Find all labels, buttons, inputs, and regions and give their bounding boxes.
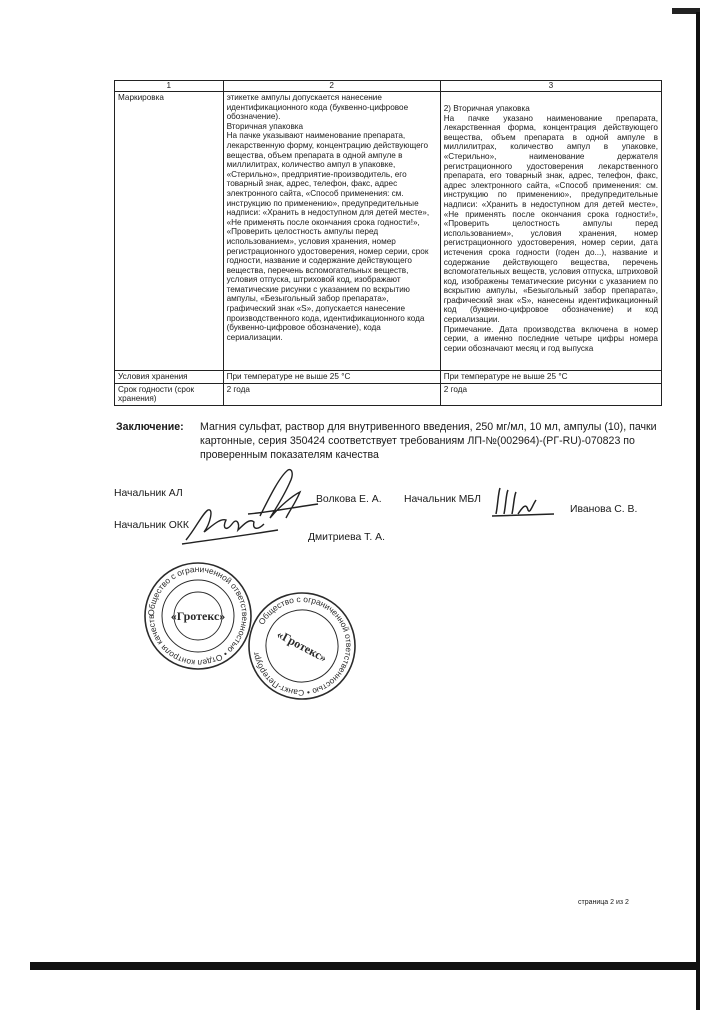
signature-ivanova	[488, 484, 558, 520]
head-okk-name: Дмитриева Т. А.	[308, 532, 385, 543]
row-label-storage: Условия хранения	[115, 371, 224, 384]
stamp1-ring-text: Общество с ограниченной ответственностью • Отдел контроля качества • Санкт-Петербург	[138, 552, 251, 669]
col-number-1: 1	[115, 81, 224, 92]
col-number-3: 3	[440, 81, 661, 92]
page-number: страница 2 из 2	[578, 899, 629, 906]
storage-col3: При температуре не выше 25 °С	[440, 371, 661, 384]
column-number-row	[115, 81, 662, 92]
table-row-marking	[115, 92, 662, 371]
table-row-storage	[115, 371, 662, 384]
scan-edge-bottom	[30, 962, 698, 970]
shelf-life-col3: 2 года	[440, 383, 661, 405]
table-row-shelf-life	[115, 383, 662, 405]
stamp1-center-text: «Гротекс»	[170, 609, 226, 623]
scan-edge-right	[696, 12, 700, 1010]
conclusion-label: Заключение:	[116, 421, 184, 433]
shelf-life-col2: 2 года	[223, 383, 440, 405]
head-mbl-title: Начальник МБЛ	[404, 494, 481, 505]
marking-col2	[223, 92, 440, 371]
stamp-grotex-qc	[138, 552, 254, 672]
signature-dmitrieva	[180, 500, 280, 550]
marking-col3-para-1: На пачке указано наименование препарата, лекарственная форма, концентрация действующего вещества, объем препарата в одной ампуле в миллилитрах, количество ампул в упаковке, «Стерильно», наименование держателя регистрационного удостоверения лекарственного препарата, его товарный знак, адрес, телефон, факс, адрес электронного сайта, «Способ применения: см. инструкцию по применению», предупредительные надписи: «Хранить в недоступном для детей месте», «Не применять после окончания срока годности!», «Проверить целостность ампулы перед использованием», условия хранения, номер регистрационного удостоверения, номер серии, дата истечения срока годности (годен до...), название и содержание действующего вещества, перечень вспомогательных веществ, условия отпуска, штриховой код, изображены тематические рисунки с указанием по вскрытию ампулы, «Безыгольный забор препарата», графический знак «S», нанесены идентификационный код (буквенно-цифровое обозначение) и код сериализации.	[443, 113, 658, 325]
head-al-name: Волкова Е. А.	[316, 494, 382, 505]
head-okk-title: Начальник ОКК	[114, 520, 189, 531]
marking-col3-note: Примечание. Дата производства включена в номер серии, а именно последние четыре цифры номера серии обозначают месяц и год выпуска	[443, 324, 658, 353]
marking-col3	[440, 92, 661, 371]
row-label-marking: Маркировка	[115, 92, 224, 371]
row-label-shelf-life: Срок годности (срок хранения)	[115, 383, 224, 405]
marking-col2-heading: Вторичная упаковка	[226, 121, 304, 131]
spec-table	[114, 80, 662, 406]
stamp2-ring-text: Общество с ограниченной ответственностью • Санкт-Петербург	[250, 593, 355, 699]
storage-col2: При температуре не выше 25 °С	[223, 371, 440, 384]
stamp-grotex	[246, 590, 358, 702]
head-al-title: Начальник АЛ	[114, 488, 183, 499]
marking-col2-para-2: На пачке указывают наименование препарата, лекарственную форму, концентрацию действующего вещества, объем препарата в одной ампуле в миллилитрах, количество ампул в упаковке, «Стерильно», предприятие-производитель, его товарный знак, адрес, телефон, факс, адрес электронного сайта, «Способ применения: см. инструкцию по применению», предупредительные надписи: «Хранить в недоступном для детей месте», «Не применять после окончания срока годности!», «Проверить целостность ампулы перед использованием», условия хранения, номер регистрационного удостоверения, номер серии, срок годности, название и содержание действующего вещества, перечень вспомогательных веществ, условия отпуска, штриховой код, изображают тематические рисунки с указанием по вскрытию ампулы, «Безыгольный забор препарата», графический знак «S», допускается нанесение производственного кода, идентификационного кода (буквенно-цифровое обозначение), кода сериализации.	[226, 131, 430, 342]
marking-col2-para-1: этикетке ампулы допускается нанесение идентификационного кода (буквенно-цифровое обозначение).	[226, 93, 409, 122]
marking-col3-heading: 2) Вторичная упаковка	[443, 104, 530, 113]
col-number-2: 2	[223, 81, 440, 92]
stamp2-center-text: «Гротекс»	[274, 627, 330, 665]
head-mbl-name: Иванова С. В.	[570, 504, 638, 515]
conclusion-text: Магния сульфат, раствор для внутривенного введения, 250 мг/мл, 10 мл, ампулы (10), пачки картонные, серия 350424 соответствует требованиям ЛП-№(002964)-(РГ-RU)-070823 по проверенным показателям качества	[200, 421, 657, 461]
